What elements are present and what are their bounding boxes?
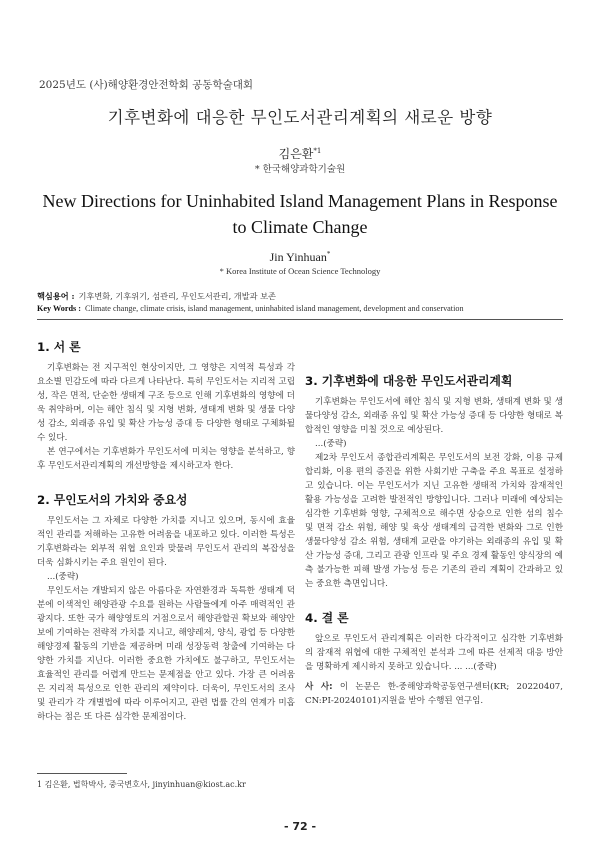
section-2-paragraph-1: 무인도서는 그 자체로 다양한 가치를 지니고 있으며, 동시에 효율적인 관리를 저해하는 고유한 어려움을 내포하고 있다. 이러한 특성은 기후변화라는 외부적 위협 요인과 맞물려 무인도서 관리의 복잡성을 더욱 심화시키는 주요 원인이 된다. (37, 516, 295, 568)
section-3-ellipsis: ...(중략) (315, 439, 347, 449)
author-korean-mark: *1 (313, 147, 322, 155)
header-divider (37, 319, 563, 320)
author-english-name: Jin Yinhuan (269, 250, 327, 264)
section-2-paragraph-2: 무인도서는 개발되지 않은 아름다운 자연환경과 독특한 생태계 덕분에 이색적인 해양관광 수요를 원하는 사람들에게 아주 매력적인 관광지다. 또한 국가 해양영토의 거점으로서 해양관할권 확보와 해양안보에 기여하는 전략적 가치를 지니고, 해양레저, 양식, 광업 등 다양한 해양경제 활동의 기반을 제공하며 미래 성장동력 창출에 기여하는 다양한 가치를 지닌다. 이러한 중요한 가치에도 불구하고, 무인도서는 효율적인 관리를 어렵게 만드는 문제점을 안고 있다. 가장 큰 어려움은 지리적 특성으로 인한 관리의 제약이다. 더욱이, 무인도서의 조사 및 관리가 각 개별법에 따라 이루어지고, 관련 법률 간의 연계가 미흡하다는 점은 또 다른 심각한 문제점이다. (37, 586, 295, 722)
acknowledgment-text: 이 논문은 한-중해양과학공동연구센터(KR; 20220407, CN:PI-20240101)지원을 받아 수행된 연구임. (305, 682, 563, 706)
section-4-heading: 4. 결 론 (305, 611, 349, 625)
spacer (37, 473, 295, 483)
conference-header: 2025년도 (사)해양환경안전학회 공동학술대회 (39, 79, 254, 91)
section-2-ellipsis: ...(중략) (47, 572, 79, 582)
footnote: 1 김은환, 법학박사, 중국변호사, jinyinhuan@kiost.ac.kr (37, 780, 246, 789)
author-korean-name: 김은환 (278, 147, 314, 161)
title-english: New Directions for Uninhabited Island Management Plans in Response to Climate Change (42, 191, 558, 237)
right-column (305, 364, 563, 708)
section-2-heading: 2. 무인도서의 가치와 중요성 (37, 493, 188, 507)
section-3-heading: 3. 기후변화에 대응한 무인도서관리계획 (305, 374, 513, 388)
affiliation-korean: * 한국해양과학기술원 (254, 164, 346, 175)
left-column (37, 330, 295, 724)
affiliation-english: * Korea Institute of Ocean Science Technology (219, 266, 381, 276)
author-english-mark: * (326, 250, 331, 258)
keywords-korean-text: 기후변화, 기후위기, 섬관리, 무인도서관리, 개발과 보존 (78, 291, 276, 301)
keywords-english (37, 303, 567, 315)
author-korean (0, 145, 600, 162)
section-3-paragraph-1: 기후변화는 무인도서에 해안 침식 및 지형 변화, 생태계 변화 및 생물다양성 감소, 외래종 유입 및 확산 가능성 증대 등 다양한 형태로 복합적인 영향을 미칠 것으로 예상된다. (305, 397, 563, 435)
section-4-paragraph-1: 앞으로 무인도서 관리계획은 이러한 다각적이고 심각한 기후변화의 잠재적 위협에 대한 구체적인 분석과 그에 따른 선제적 대응 방안을 명확하게 제시하지 못하고 있습니다. ... ...(중략) (305, 634, 563, 672)
footnote-divider (37, 773, 127, 774)
title-korean: 기후변화에 대응한 무인도서관리계획의 새로운 방향 (107, 108, 493, 127)
keywords-english-text: Climate change, climate crisis, island management, uninhabited island management, development and conservation (84, 304, 464, 313)
spacer (305, 591, 563, 601)
acknowledgment (305, 680, 563, 708)
section-1-paragraph-1: 기후변화는 전 지구적인 현상이지만, 그 영향은 지역적 특성과 각 요소별 민감도에 따라 다르게 나타난다. 특히 무인도서는 지리적 고립성, 작은 면적, 단순한 생태계 구조 등으로 인해 기후변화의 영향에 더욱 취약하며, 이는 해안 침식 및 지형 변화, 생태계 변화 및 생물 다양성 감소, 외래종 유입 및 확산 가능성 증대 등 다양한 형태로 구체화될 수 있다. (37, 363, 295, 443)
acknowledgment-label: 사 사: (305, 682, 333, 692)
section-1-paragraph-2: 본 연구에서는 기후변화가 무인도서에 미치는 영향을 분석하고, 향후 무인도서관리계획의 개선방향을 제시하고자 한다. (37, 447, 295, 471)
keywords-korean-label: 핵심용어 : (37, 291, 75, 301)
page-number: - 72 - (283, 820, 317, 833)
section-3-paragraph-2: 제2차 무인도서 종합관리계획은 무인도서의 보전 강화, 이용 규제 합리화, 이용 편의 증진을 위한 사회기반 구축을 주요 목표로 설정하고 있습니다. 이는 무인도서가 지닌 고유한 생태적 가치와 잠재적인 활용 가능성을 고려한 발전적인 방향입니다. 그러나 미래에 예상되는 심각한 기후변화 영향, 구체적으로 해수면 상승으로 인한 섬의 침수 및 면적 감소 위험, 해양 및 육상 생태계의 급격한 변화와 그로 인한 생물다양성 감소 위험, 생태계 교란을 야기하는 외래종의 유입 및 확산 가능성 증대, 그리고 관광 인프라 및 주요 경제 활동인 양식장의 예측 불가능한 피해 발생 가능성 등은 기존의 관리 계획이 간과하고 있는 중요한 측면입니다. (305, 453, 563, 589)
section-1-heading: 1. 서 론 (37, 340, 81, 354)
author-english (0, 250, 600, 265)
keywords-korean (37, 290, 567, 302)
keywords-english-label: Key Words : (37, 304, 81, 313)
